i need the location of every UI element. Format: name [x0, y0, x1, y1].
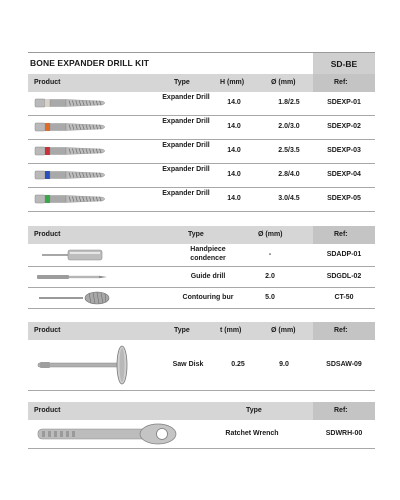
- diameter-cell: -: [268, 251, 272, 258]
- table-row: [28, 140, 375, 164]
- saw-header-row: [28, 322, 375, 340]
- expander-drill-kit-table: [28, 52, 375, 212]
- expander-drill-image: [33, 144, 113, 158]
- accessories-header-row: [28, 226, 375, 244]
- table-row: [28, 267, 375, 288]
- header-product: Product: [34, 407, 61, 414]
- ratchet-wrench-table: [28, 402, 375, 452]
- type-cell: Expander Drill: [162, 142, 210, 149]
- table-row: [28, 288, 375, 309]
- table-row: [28, 92, 375, 116]
- ref-cell: SDEXP-04: [327, 171, 361, 178]
- header-ref: Ref:: [334, 407, 348, 414]
- header-diameter: Ø (mm): [258, 231, 283, 238]
- diameter-cell: 5.0: [265, 294, 275, 301]
- header-diameter: Ø (mm): [271, 79, 296, 86]
- table-row: [28, 188, 375, 212]
- header-h: H (mm): [220, 79, 245, 86]
- type-cell: Contouring bur: [182, 294, 234, 301]
- ref-cell: SDEXP-03: [327, 147, 361, 154]
- header-product: Product: [34, 231, 61, 238]
- type-cell: Expander Drill: [162, 190, 210, 197]
- type-cell: Guide drill: [190, 273, 226, 280]
- contouring-bur-image: [35, 290, 110, 306]
- h-cell: 14.0: [227, 99, 241, 106]
- type-cell: Saw Disk: [172, 361, 204, 368]
- kit-title: BONE EXPANDER DRILL KIT: [30, 58, 150, 68]
- header-type: Type: [174, 79, 190, 86]
- ref-cell: SDADP-01: [326, 251, 362, 258]
- header-ref: Ref:: [334, 79, 348, 86]
- h-cell: 14.0: [227, 123, 241, 130]
- diameter-cell: 3.0/4.5: [278, 195, 300, 202]
- expander-drill-image: [33, 168, 113, 182]
- header-type: Type: [188, 231, 204, 238]
- expander-drill-image: [33, 120, 113, 134]
- diameter-cell: 2.0/3.0: [278, 123, 300, 130]
- diameter-cell: 2.8/4.0: [278, 171, 300, 178]
- diameter-cell: 9.0: [279, 361, 289, 368]
- header-diameter: Ø (mm): [271, 327, 296, 334]
- expander-drill-image: [33, 96, 113, 110]
- table-row: [28, 244, 375, 267]
- type-cell: Expander Drill: [162, 166, 210, 173]
- expander-drill-image: [33, 192, 113, 206]
- table-row: [28, 340, 375, 391]
- h-cell: 14.0: [227, 171, 241, 178]
- handpiece-condencer-image: [36, 245, 106, 265]
- type-cell: Handpiece condencer: [190, 246, 226, 262]
- header-type: Type: [246, 407, 262, 414]
- ratchet-wrench-image: [34, 422, 184, 446]
- diameter-cell: 2.0: [265, 273, 275, 280]
- header-ref: Ref:: [334, 231, 348, 238]
- header-product: Product: [34, 79, 61, 86]
- diameter-cell: 2.5/3.5: [278, 147, 300, 154]
- header-product: Product: [34, 327, 61, 334]
- header-type: Type: [174, 327, 190, 334]
- kit-title-bar: [28, 52, 375, 76]
- ref-cell: SDEXP-02: [327, 123, 361, 130]
- wrench-header-row: [28, 402, 375, 420]
- ref-cell: SDSAW-09: [326, 361, 362, 368]
- h-cell: 14.0: [227, 147, 241, 154]
- ref-cell: CT-50: [334, 294, 354, 301]
- accessories-table: [28, 226, 375, 312]
- saw-disk-table: [28, 322, 375, 392]
- ref-cell: SDEXP-05: [327, 195, 361, 202]
- type-cell: Expander Drill: [162, 94, 210, 101]
- table-row: [28, 164, 375, 188]
- type-cell: Expander Drill: [162, 118, 210, 125]
- ref-cell: SDEXP-01: [327, 99, 361, 106]
- kit-code: SD-BE: [313, 53, 375, 75]
- guide-drill-image: [35, 271, 110, 283]
- saw-disk-image: [32, 342, 142, 388]
- ref-cell: SDWRH-00: [325, 430, 363, 437]
- t-cell: 0.25: [231, 361, 245, 368]
- table-row: [28, 116, 375, 140]
- h-cell: 14.0: [227, 195, 241, 202]
- kit-header-row: [28, 74, 375, 92]
- header-ref: Ref:: [334, 327, 348, 334]
- type-cell: Ratchet Wrench: [225, 430, 279, 437]
- diameter-cell: 1.8/2.5: [278, 99, 300, 106]
- ref-cell: SDGDL-02: [326, 273, 362, 280]
- table-row: [28, 420, 375, 449]
- header-t: t (mm): [220, 327, 242, 334]
